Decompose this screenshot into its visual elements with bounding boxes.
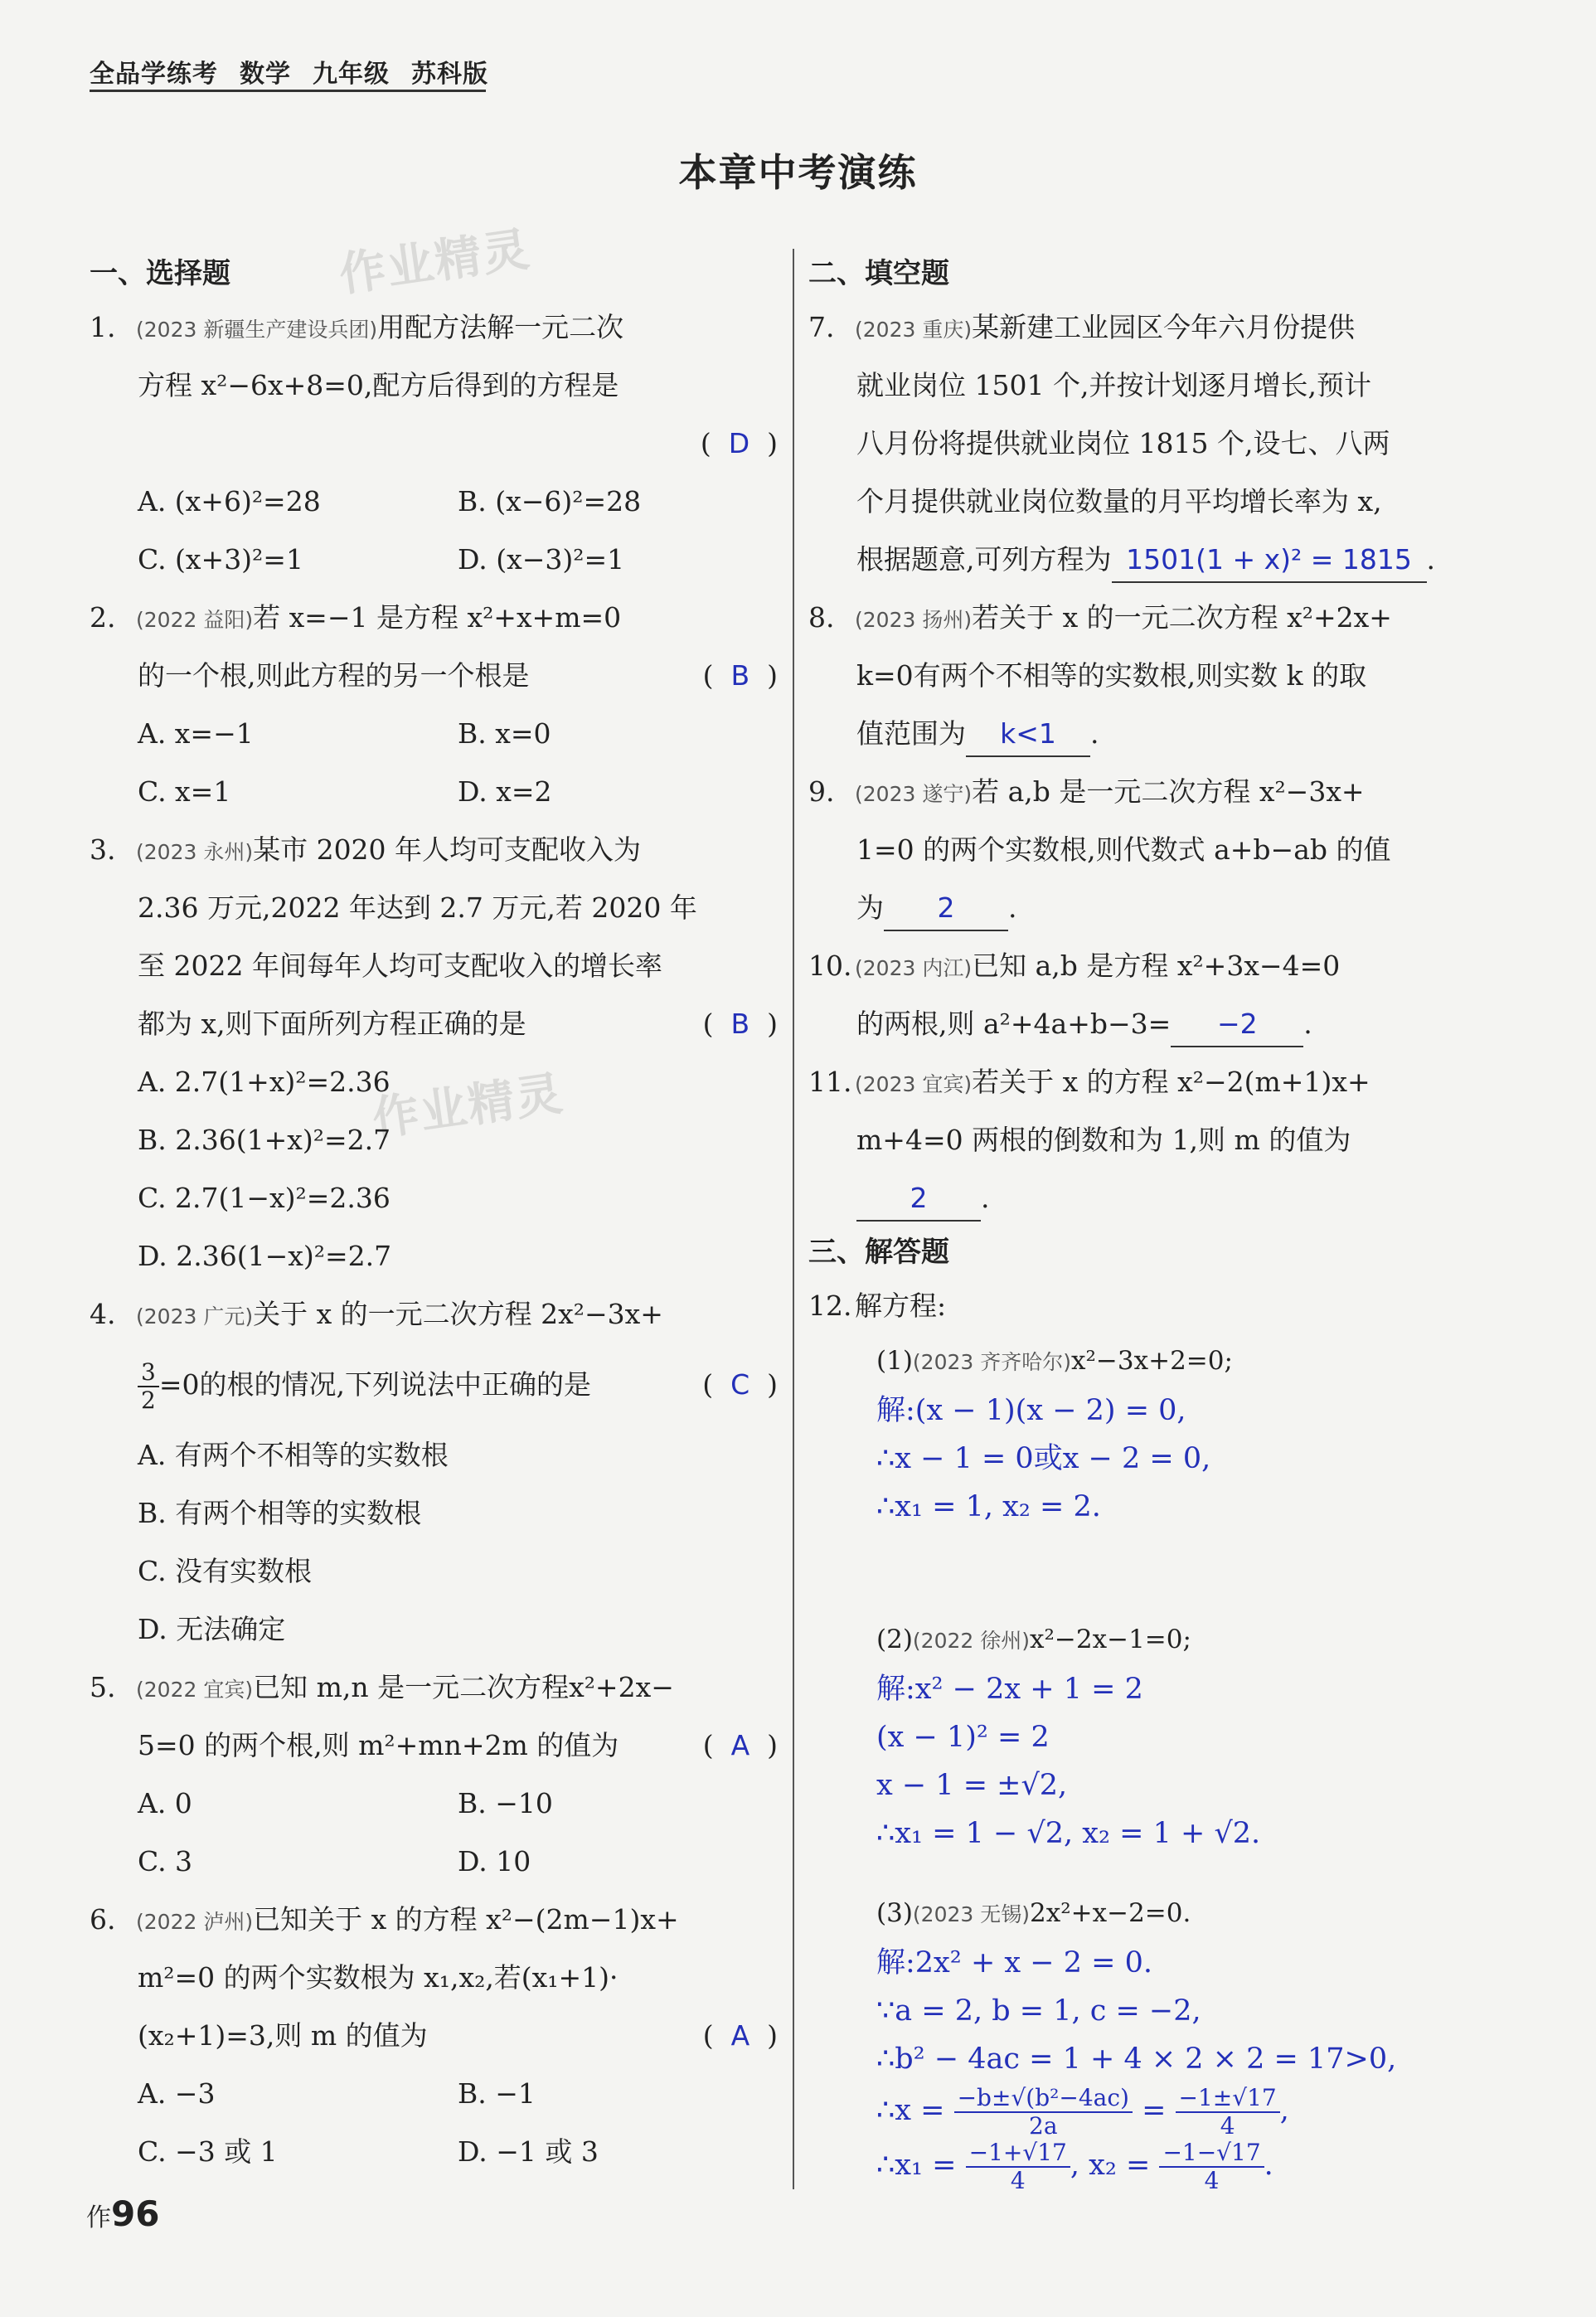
question-text: (x₂+1)=3,则 m 的值为 [138,2019,428,2052]
subquestion-3 [808,1887,1505,1939]
question-text: 值范围为 [856,717,966,750]
answer-choice: D [728,427,750,459]
watermark: 作业精灵 [369,1066,568,1147]
question-text: =0的根的情况,下列说法中正确的是 [158,1368,591,1401]
solution-line: ∴x₁ = 1, x₂ = 2. [876,1490,1101,1523]
question-9 [808,763,1505,937]
period: . [1426,543,1435,576]
subquestion-label: (2) [876,1625,913,1654]
option-b: B. (x−6)²=28 [458,485,642,517]
question-8 [808,589,1505,763]
question-7 [808,299,1505,589]
option-b: B. 有两个相等的实数根 [138,1497,422,1529]
question-text: 根据题意,可列方程为 [856,543,1112,576]
solution-line: ∴x₁ = 1 − √2, x₂ = 1 + √2. [876,1817,1261,1850]
answer-choice: C [730,1368,750,1401]
subquestion-1 [808,1335,1505,1387]
question-number: 7. [808,311,835,343]
option-a: A. 2.7(1+x)²=2.36 [138,1066,391,1098]
question-source: (2022 徐州) [912,1629,1030,1653]
question-source: (2023 遂宁) [855,782,973,806]
fraction-denominator: 4 [1220,2111,1235,2140]
answer-bracket: ( A ) [702,1729,778,1761]
question-text: 关于 x 的一元二次方程 2x²−3x+ [253,1298,663,1330]
option-d: D. 2.36(1−x)²=2.7 [138,1240,392,1272]
fraction-denominator: 2a [1029,2111,1058,2140]
question-text: 个月提供就业岗位数量的月平均增长率为 x, [856,485,1382,517]
equation: x²−3x+2=0; [1071,1346,1233,1376]
question-text: 已知 m,n 是一元二次方程x²+2x− [253,1671,674,1703]
option-d: D. (x−3)²=1 [458,543,625,576]
option-c: C. 3 [138,1845,193,1877]
question-text: 八月份将提供就业岗位 1815 个,设七、八两 [856,427,1390,459]
fraction-denominator: 2 [141,1387,156,1414]
question-10 [808,937,1505,1053]
section-heading-solve: 三、解答题 [808,1236,949,1269]
question-source: (2023 齐齐哈尔) [912,1350,1071,1374]
fraction-denominator: 4 [1204,2166,1220,2194]
watermark: 作业精灵 [336,222,535,303]
answer-bracket: ( B ) [702,659,778,692]
solution-line: ∴x − 1 = 0或x − 2 = 0, [876,1442,1211,1475]
solution-text: = [1132,2094,1176,2127]
question-text: 都为 x,则下面所列方程正确的是 [138,1008,526,1040]
option-a: A. 0 [138,1787,192,1819]
solution-line: ∵a = 2, b = 1, c = −2, [876,1994,1201,2028]
option-c: C. −3 或 1 [138,2135,278,2168]
answer-choice: B [730,1008,750,1040]
option-c: C. 2.7(1−x)²=2.36 [138,1182,391,1214]
question-text: m²=0 的两个实数根为 x₁,x₂,若(x₁+1)· [138,1961,619,1994]
question-11 [808,1053,1505,1227]
solution-text: ∴x = [876,2094,954,2127]
subquestion-2 [808,1614,1505,1665]
section-heading-fill: 二、填空题 [808,257,949,290]
question-source: (2022 宜宾) [136,1678,254,1702]
question-text: 的两根,则 a²+4a+b−3= [856,1008,1172,1040]
option-b: B. x=0 [458,717,551,750]
fraction [954,2085,1133,2140]
fraction-numerator: −1−√17 [1159,2140,1264,2168]
answer-choice: B [730,659,750,692]
solution-text: ∴x₁ = [876,2149,966,2182]
fraction-numerator: 3 [138,1359,159,1387]
question-source: (2023 永州) [136,840,254,864]
option-b: B. −1 [458,2077,536,2110]
fraction [1176,2085,1280,2140]
section-heading-choice: 一、选择题 [90,257,230,290]
option-d: D. −1 或 3 [458,2135,599,2168]
question-text: 若 a,b 是一元二次方程 x²−3x+ [972,775,1365,808]
question-source: (2022 泸州) [136,1910,254,1934]
question-text: 若关于 x 的方程 x²−2(m+1)x+ [972,1066,1370,1098]
question-number: 1. [90,311,116,343]
question-source: (2023 新疆生产建设兵团) [136,318,378,342]
question-number: 11. [808,1066,852,1098]
question-5 [90,1659,778,1891]
question-text: 2.36 万元,2022 年达到 2.7 万元,若 2020 年 [138,891,697,924]
column-divider [793,249,794,2189]
question-6 [90,1891,778,2181]
solution-line: 解:2x² + x − 2 = 0. [876,1946,1152,1979]
option-a: A. (x+6)²=28 [138,485,321,517]
option-d: D. x=2 [458,775,552,808]
option-a: A. −3 [138,2077,216,2110]
header-edition: 苏科版 [411,60,488,89]
question-source: (2023 内江) [855,956,973,980]
answer-choice: A [730,1729,750,1761]
page-number: 96 [111,2193,160,2234]
question-4 [90,1285,778,1659]
answer-blank: −2 [1171,1003,1303,1047]
fraction-numerator: −b±√(b²−4ac) [954,2085,1133,2113]
fraction-denominator: 4 [1010,2166,1026,2194]
option-b: B. −10 [458,1787,553,1819]
period: . [1303,1008,1312,1040]
solution-line: 解:(x − 1)(x − 2) = 0, [876,1394,1186,1427]
fraction-numerator: −1+√17 [966,2140,1070,2168]
fraction-numerator: −1±√17 [1176,2085,1280,2113]
period: . [981,1182,990,1214]
solution-line [808,2138,1505,2193]
question-source: (2022 益阳) [136,608,254,632]
solution-line [808,2083,1505,2138]
question-text: 已知关于 x 的方程 x²−(2m−1)x+ [253,1903,679,1936]
subquestion-label: (3) [876,1898,913,1928]
left-column [90,249,778,2181]
question-source: (2023 宜宾) [855,1072,973,1096]
answer-blank: k<1 [966,712,1090,757]
solution-text: , x₂ = [1070,2149,1160,2182]
question-number: 2. [90,601,116,634]
answer-blank: 2 [884,886,1008,931]
question-number: 5. [90,1671,116,1703]
answer-choice: A [730,2019,750,2052]
page-footer [86,2193,159,2234]
option-c: C. x=1 [138,775,231,808]
option-a: A. 有两个不相等的实数根 [138,1439,449,1471]
question-number: 8. [808,601,835,634]
question-text: 为 [856,891,884,924]
question-text: 用配方法解一元二次 [377,311,624,343]
solution-text: . [1264,2149,1273,2182]
answer-bracket: ( C ) [702,1368,778,1401]
running-header [90,53,510,90]
page-title: 本章中考演练 [678,150,918,195]
question-text: 1=0 的两个实数根,则代数式 a+b−ab 的值 [856,833,1391,866]
question-text: 5=0 的两个根,则 m²+mn+2m 的值为 [138,1729,619,1761]
answer-blank: 2 [856,1177,981,1222]
question-number: 12. [808,1290,852,1322]
answer-bracket: ( D ) [700,427,778,459]
footer-label: 作 [86,2203,111,2232]
question-text: 就业岗位 1501 个,并按计划逐月增长,预计 [856,369,1371,401]
solution-line: ∴b² − 4ac = 1 + 4 × 2 × 2 = 17>0, [876,2043,1397,2076]
fraction [138,1359,159,1414]
solution-text: , [1279,2094,1289,2127]
fraction [1159,2140,1264,2194]
subquestion-label: (1) [876,1346,913,1376]
question-text: m+4=0 两根的倒数和为 1,则 m 的值为 [856,1124,1351,1156]
question-text: 至 2022 年间每年人均可支配收入的增长率 [138,950,662,982]
solution-line: (x − 1)² = 2 [876,1721,1050,1754]
question-text: 若 x=−1 是方程 x²+x+m=0 [253,601,622,634]
question-text: 某市 2020 年人均可支配收入为 [253,833,642,866]
question-source: (2023 广元) [136,1304,254,1329]
question-1 [90,299,778,589]
question-text: k=0有两个不相等的实数根,则实数 k 的取 [856,659,1367,692]
question-source: (2023 扬州) [855,608,973,632]
question-text: 某新建工业园区今年六月份提供 [972,311,1356,343]
option-a: A. x=−1 [138,717,254,750]
solution-line: x − 1 = ±√2, [876,1769,1068,1802]
right-column [808,249,1505,2193]
question-number: 3. [90,833,116,866]
option-d: D. 10 [458,1845,531,1877]
fraction [966,2140,1070,2194]
option-d: D. 无法确定 [138,1613,286,1645]
period: . [1008,891,1017,924]
answer-bracket: ( A ) [702,2019,778,2052]
option-c: C. (x+3)²=1 [138,543,303,576]
question-text: 已知 a,b 是方程 x²+3x−4=0 [972,950,1341,982]
question-text: 若关于 x 的一元二次方程 x²+2x+ [972,601,1392,634]
header-series: 全品学练考 [90,60,218,89]
question-source: (2023 无锡) [912,1902,1030,1926]
question-text: 解方程: [855,1290,947,1322]
option-b: B. 2.36(1+x)²=2.7 [138,1124,391,1156]
question-2 [90,589,778,821]
equation: 2x²+x−2=0. [1030,1898,1191,1928]
question-12 [808,1277,1505,2193]
question-number: 6. [90,1903,116,1936]
equation: x²−2x−1=0; [1030,1625,1191,1654]
header-subject: 数学 [240,60,291,89]
question-text: 的一个根,则此方程的另一个根是 [138,659,530,692]
solution-line: 解:x² − 2x + 1 = 2 [876,1673,1143,1706]
option-c: C. 没有实数根 [138,1555,313,1587]
question-text: 方程 x²−6x+8=0,配方后得到的方程是 [138,369,619,401]
question-number: 10. [808,950,852,982]
question-3 [90,821,778,1285]
header-rule [90,90,486,92]
question-number: 9. [808,775,835,808]
question-source: (2023 重庆) [855,318,973,342]
answer-bracket: ( B ) [702,1008,778,1040]
answer-blank: 1501(1 + x)² = 1815 [1112,538,1427,583]
period: . [1090,717,1099,750]
header-grade: 九年级 [313,60,390,89]
question-number: 4. [90,1298,116,1330]
